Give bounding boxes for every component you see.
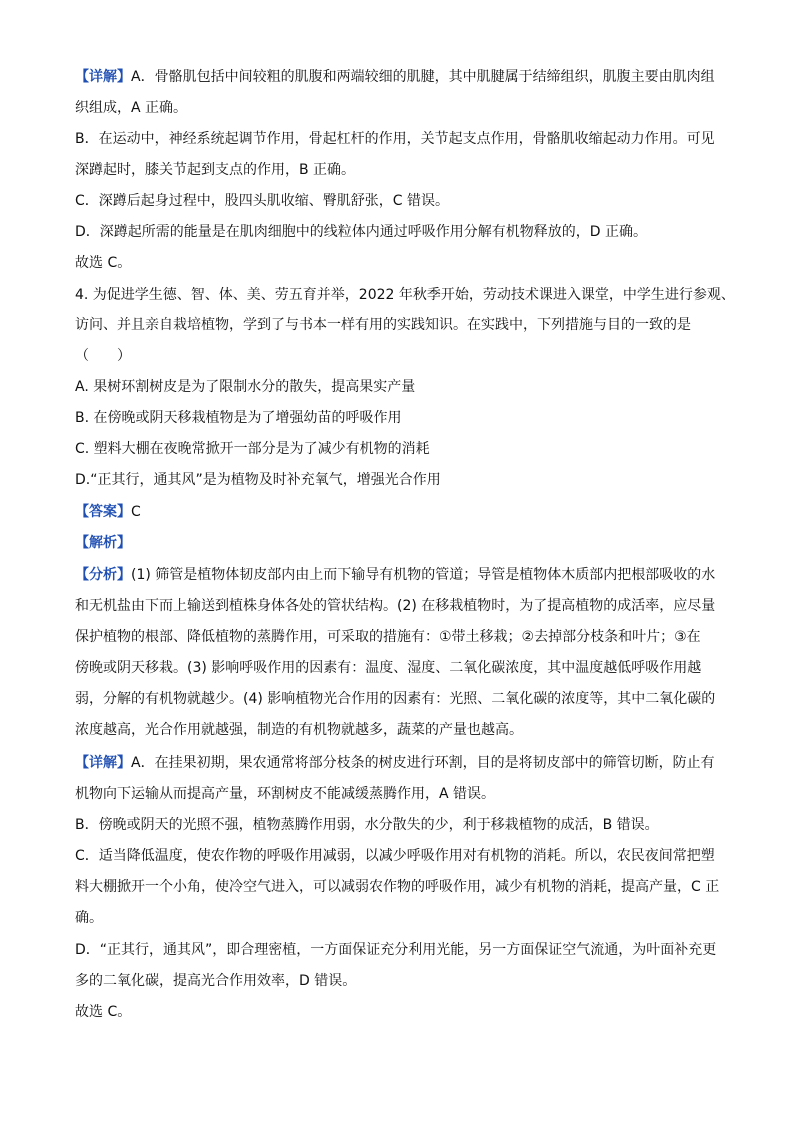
answer-line	[75, 503, 724, 521]
answer-value: C	[131, 504, 141, 520]
detail-line-7: D．“正其行，通其风”，即合理密植，一方面保证充分利用光能，另一方面保证空气流通，为叶面补充更	[75, 942, 717, 958]
option-a: A. 果树环割树皮是为了限制水分的散失，提高果实产量	[75, 379, 416, 395]
detail-prev-line-4: 深蹲起时，膝关节起到支点的作用，B 正确。	[75, 162, 356, 178]
option-c: C. 塑料大棚在夜晚常掀开一部分是为了减少有机物的消耗	[75, 441, 430, 457]
detail-prev-line-5: C．深蹲后起身过程中，股四头肌收缩、臀肌舒张，C 错误。	[75, 193, 449, 209]
detail-tag-2: 【详解】	[75, 755, 131, 771]
analysis-line-3: 保护植物的根部、降低植物的蒸腾作用，可采取的措施有：①带土移栽；②去掉部分枝条和叶片；③在	[75, 629, 701, 645]
detail-prev-conclusion: 故选 C。	[75, 255, 132, 271]
detail-line-6: 确。	[75, 910, 103, 926]
detail-line-8: 多的二氧化碳，提高光合作用效率，D 错误。	[75, 973, 357, 989]
analysis-line-5: 弱，分解的有机物就越少。(4) 影响植物光合作用的因素有：光照、二氧化碳的浓度等，其中二氧化碳的	[75, 691, 716, 707]
detail-tag: 【详解】	[75, 69, 131, 85]
question-4-blank: （ ）	[75, 348, 131, 364]
question-4-stem-line-2: 访问、并且亲自栽培植物，学到了与书本一样有用的实践知识。在实践中，下列措施与目的一致的是	[75, 317, 691, 333]
analysis-line-1: 【分析】(1) 筛管是植物体韧皮部内由上而下输导有机物的管道；导管是植物体木质部内把根部吸收的水	[75, 567, 716, 583]
detail-prev-line-3: B．在运动中，神经系统起调节作用，骨起杠杆的作用，关节起支点作用，骨骼肌收缩起动力作用。可见	[75, 131, 715, 147]
answer-tag: 【答案】	[75, 504, 131, 520]
detail-line-5: 料大棚掀开一个小角，使冷空气进入，可以减弱农作物的呼吸作用，减少有机物的消耗，提高产量，C 正	[75, 879, 720, 895]
option-b: B. 在傍晚或阴天移栽植物是为了增强幼苗的呼吸作用	[75, 410, 402, 426]
analysis-heading: 【解析】	[75, 535, 131, 551]
analysis-line-6: 浓度越高，光合作用就越强，制造的有机物就越多，蔬菜的产量也越高。	[75, 722, 523, 738]
detail-prev-line-1: 【详解】A．骨骼肌包括中间较粗的肌腹和两端较细的肌腱，其中肌腱属于结缔组织，肌腹主要由肌肉组	[75, 69, 715, 85]
detail-conclusion: 故选 C。	[75, 1004, 132, 1020]
detail-prev-line-2: 织组成，A 正确。	[75, 100, 188, 116]
detail-prev-line-6: D．深蹲起所需的能量是在肌肉细胞中的线粒体内通过呼吸作用分解有机物释放的，D 正确。	[75, 224, 648, 240]
option-d: D.“正其行，通其风”是为植物及时补充氧气，增强光合作用	[75, 472, 441, 488]
analysis-tag: 【分析】	[75, 567, 131, 583]
analysis-line-4: 傍晚或阴天移栽。(3) 影响呼吸作用的因素有：温度、湿度、二氧化碳浓度，其中温度越低呼吸作用越	[75, 660, 702, 676]
question-4-stem-line-1: 4. 为促进学生德、智、体、美、劳五育并举，2022 年秋季开始，劳动技术课进入课堂，中学生进行参观、	[75, 287, 735, 303]
detail-line-1: 【详解】A．在挂果初期，果农通常将部分枝条的树皮进行环割，目的是将韧皮部中的筛管切断，防止有	[75, 755, 715, 771]
detail-line-2: 机物向下运输从而提高产量，环割树皮不能减缓蒸腾作用，A 错误。	[75, 786, 496, 802]
detail-line-4: C．适当降低温度，使农作物的呼吸作用减弱，以减少呼吸作用对有机物的消耗。所以，农民夜间常把塑	[75, 848, 715, 864]
analysis-line-2: 和无机盐由下而上输送到植株身体各处的管状结构。(2) 在移栽植物时，为了提高植物的成活率，应尽量	[75, 598, 716, 614]
detail-line-3: B．傍晚或阴天的光照不强，植物蒸腾作用弱，水分散失的少，利于移栽植物的成活，B 错误。	[75, 817, 659, 833]
